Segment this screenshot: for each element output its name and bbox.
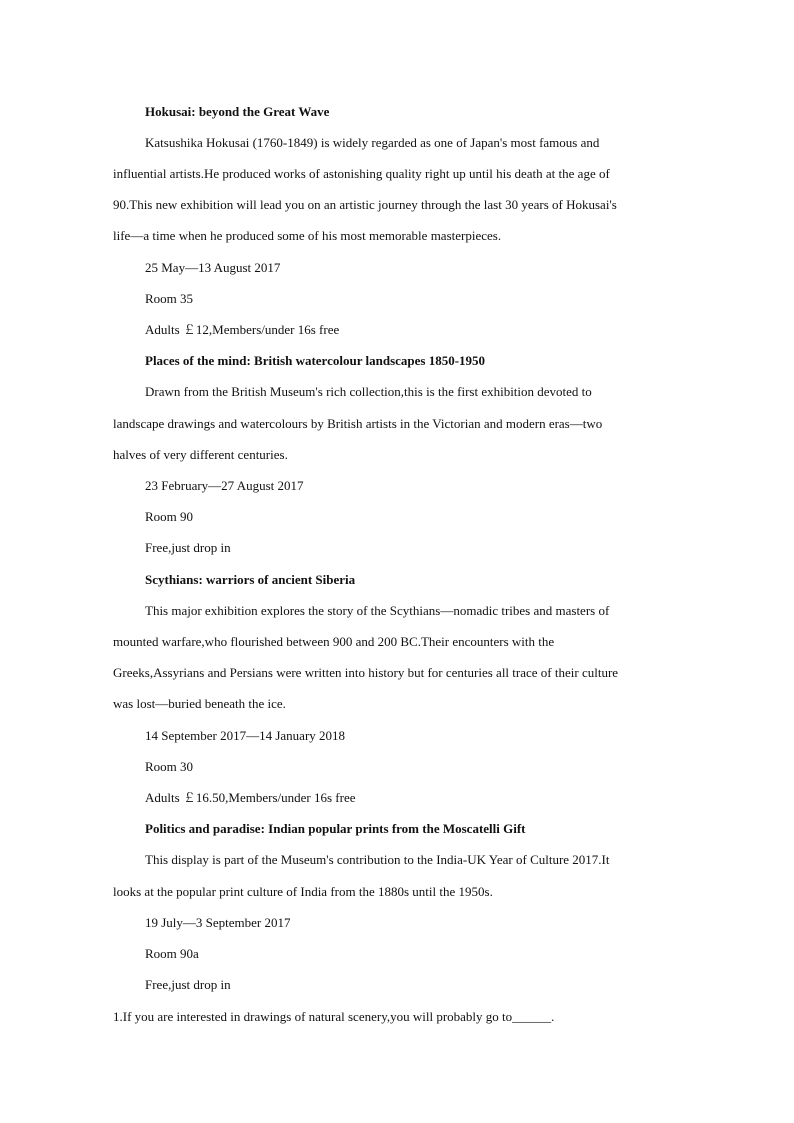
exhibition-room: Room 90 bbox=[145, 509, 194, 524]
description-line: life—a time when he produced some of his most memorable masterpieces. bbox=[113, 228, 502, 243]
question-text: 1.If you are interested in drawings of natural scenery,you will probably go to______. bbox=[113, 1009, 555, 1024]
description-line: This display is part of the Museum's contribution to the India-UK Year of Culture 2017.It bbox=[145, 852, 610, 867]
exhibition-dates: 14 September 2017—14 January 2018 bbox=[145, 728, 346, 743]
exhibition-room: Room 30 bbox=[145, 759, 194, 774]
description-line: Drawn from the British Museum's rich collection,this is the first exhibition devoted to bbox=[145, 384, 592, 399]
exhibition-dates: 23 February—27 August 2017 bbox=[145, 478, 304, 493]
exhibition-dates: 19 July—3 September 2017 bbox=[145, 915, 291, 930]
description-line: halves of very different centuries. bbox=[113, 447, 288, 462]
exhibition-title: Politics and paradise: Indian popular prints from the Moscatelli Gift bbox=[145, 821, 526, 836]
description-line: mounted warfare,who flourished between 900 and 200 BC.Their encounters with the bbox=[113, 634, 555, 649]
description-line: Katsushika Hokusai (1760-1849) is widely regarded as one of Japan's most famous and bbox=[145, 135, 600, 150]
description-line: looks at the popular print culture of India from the 1880s until the 1950s. bbox=[113, 884, 493, 899]
exhibition-room: Room 90a bbox=[145, 946, 199, 961]
description-line: landscape drawings and watercolours by British artists in the Victorian and modern eras—two bbox=[113, 416, 603, 431]
exhibition-dates: 25 May—13 August 2017 bbox=[145, 260, 281, 275]
exhibition-title: Hokusai: beyond the Great Wave bbox=[145, 104, 330, 119]
exhibition-price: Adults ￡16.50,Members/under 16s free bbox=[145, 790, 356, 805]
exhibition-room: Room 35 bbox=[145, 291, 194, 306]
description-line: was lost—buried beneath the ice. bbox=[113, 696, 286, 711]
description-line: 90.This new exhibition will lead you on an artistic journey through the last 30 years of Hokusai's bbox=[113, 197, 617, 212]
description-line: Greeks,Assyrians and Persians were written into history but for centuries all trace of their culture bbox=[113, 665, 619, 680]
exhibition-price: Free,just drop in bbox=[145, 540, 231, 555]
exhibition-title: Scythians: warriors of ancient Siberia bbox=[145, 572, 356, 587]
exhibition-price: Adults ￡12,Members/under 16s free bbox=[145, 322, 340, 337]
exhibition-price: Free,just drop in bbox=[145, 977, 231, 992]
description-line: influential artists.He produced works of astonishing quality right up until his death at the age of bbox=[113, 166, 610, 181]
description-line: This major exhibition explores the story of the Scythians—nomadic tribes and masters of bbox=[145, 603, 610, 618]
exhibition-title: Places of the mind: British watercolour landscapes 1850-1950 bbox=[145, 353, 486, 368]
